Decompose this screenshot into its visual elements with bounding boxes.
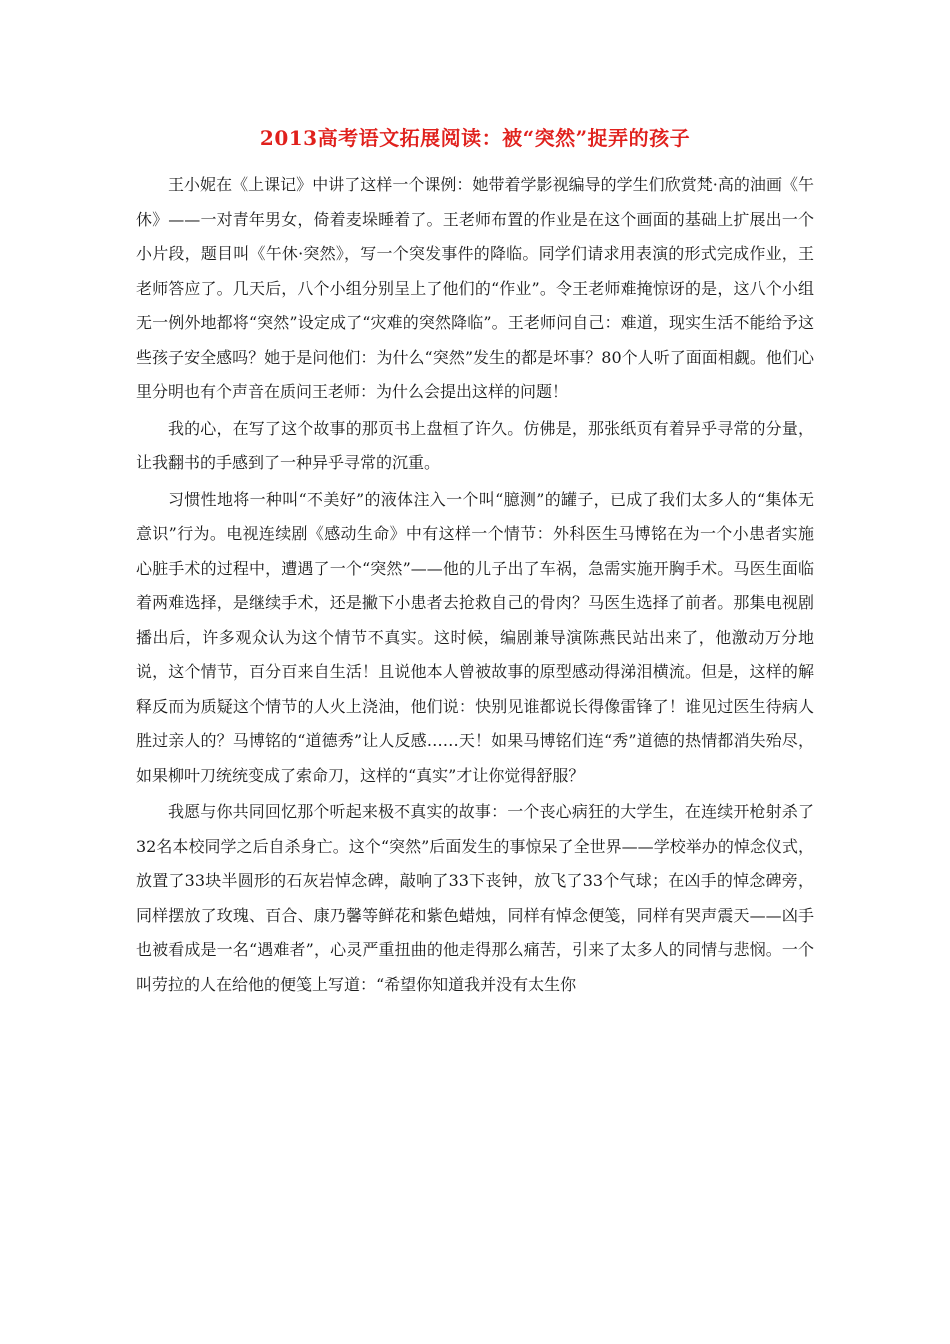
paragraph-4: 我愿与你共同回忆那个听起来极不真实的故事：一个丧心病狂的大学生，在连续开枪射杀了32名本校同学之后自杀身亡。这个“突然”后面发生的事惊呆了全世界——学校举办的悼念仪式，放置了33块半圆形的石灰岩悼念碑，敲响了33下丧钟，放飞了33个气球；在凶手的悼念碑旁，同样摆放了玫瑰、百合、康乃馨等鲜花和紫色蜡烛，同样有悼念便笺，同样有哭声震天——凶手也被看成是一名“遇难者”，心灵严重扭曲的他走得那么痛苦，引来了太多人的同情与悲悯。一个叫劳拉的人在给他的便笺上写道：“希望你知道我并没有太生你 xyxy=(136,802,814,994)
paragraph-1: 王小妮在《上课记》中讲了这样一个课例：她带着学影视编导的学生们欣赏梵·高的油画《午休》——一对青年男女，倚着麦垛睡着了。王老师布置的作业是在这个画面的基础上扩展出一个小片段，题目叫《午休·突然》，写一个突发事件的降临。同学们请求用表演的形式完成作业，王老师答应了。几天后，八个小组分别呈上了他们的“作业”。令王老师难掩惊讶的是，这八个小组无一例外地都将“突然”设定成了“灾难的突然降临”。王老师问自己：难道，现实生活不能给予这些孩子安全感吗？她于是问他们：为什么“突然”发生的都是坏事？80个人听了面面相觑。他们心里分明也有个声音在质问王老师：为什么会提出这样的问题！ xyxy=(136,175,814,401)
page-title: 2013高考语文拓展阅读：被“突然”捉弄的孩子 xyxy=(259,126,691,150)
paragraph-2: 我的心，在写了这个故事的那页书上盘桓了许久。仿佛是，那张纸页有着异乎寻常的分量，让我翻书的手感到了一种异乎寻常的沉重。 xyxy=(136,418,814,472)
paragraph-3: 习惯性地将一种叫“不美好”的液体注入一个叫“臆测”的罐子，已成了我们太多人的“集体无意识”行为。电视连续剧《感动生命》中有这样一个情节：外科医生马博铭在为一个小患者实施心脏手术的过程中，遭遇了一个“突然”——他的儿子出了车祸，急需实施开胸手术。马医生面临着两难选择，是继续手术，还是撇下小患者去抢救自己的骨肉？马医生选择了前者。那集电视剧播出后，许多观众认为这个情节不真实。这时候，编剧兼导演陈燕民站出来了，他激动万分地说，这个情节，百分百来自生活！且说他本人曾被故事的原型感动得涕泪横流。但是，这样的解释反而为质疑这个情节的人火上浇油，他们说：快别见谁都说长得像雷锋了！谁见过医生待病人胜过亲人的？马博铭的“道德秀”让人反感……天！如果马博铭们连“秀”道德的热情都消失殆尽，如果柳叶刀统统变成了索命刀，这样的“真实”才让你觉得舒服？ xyxy=(136,489,814,785)
article-body xyxy=(136,168,814,1002)
